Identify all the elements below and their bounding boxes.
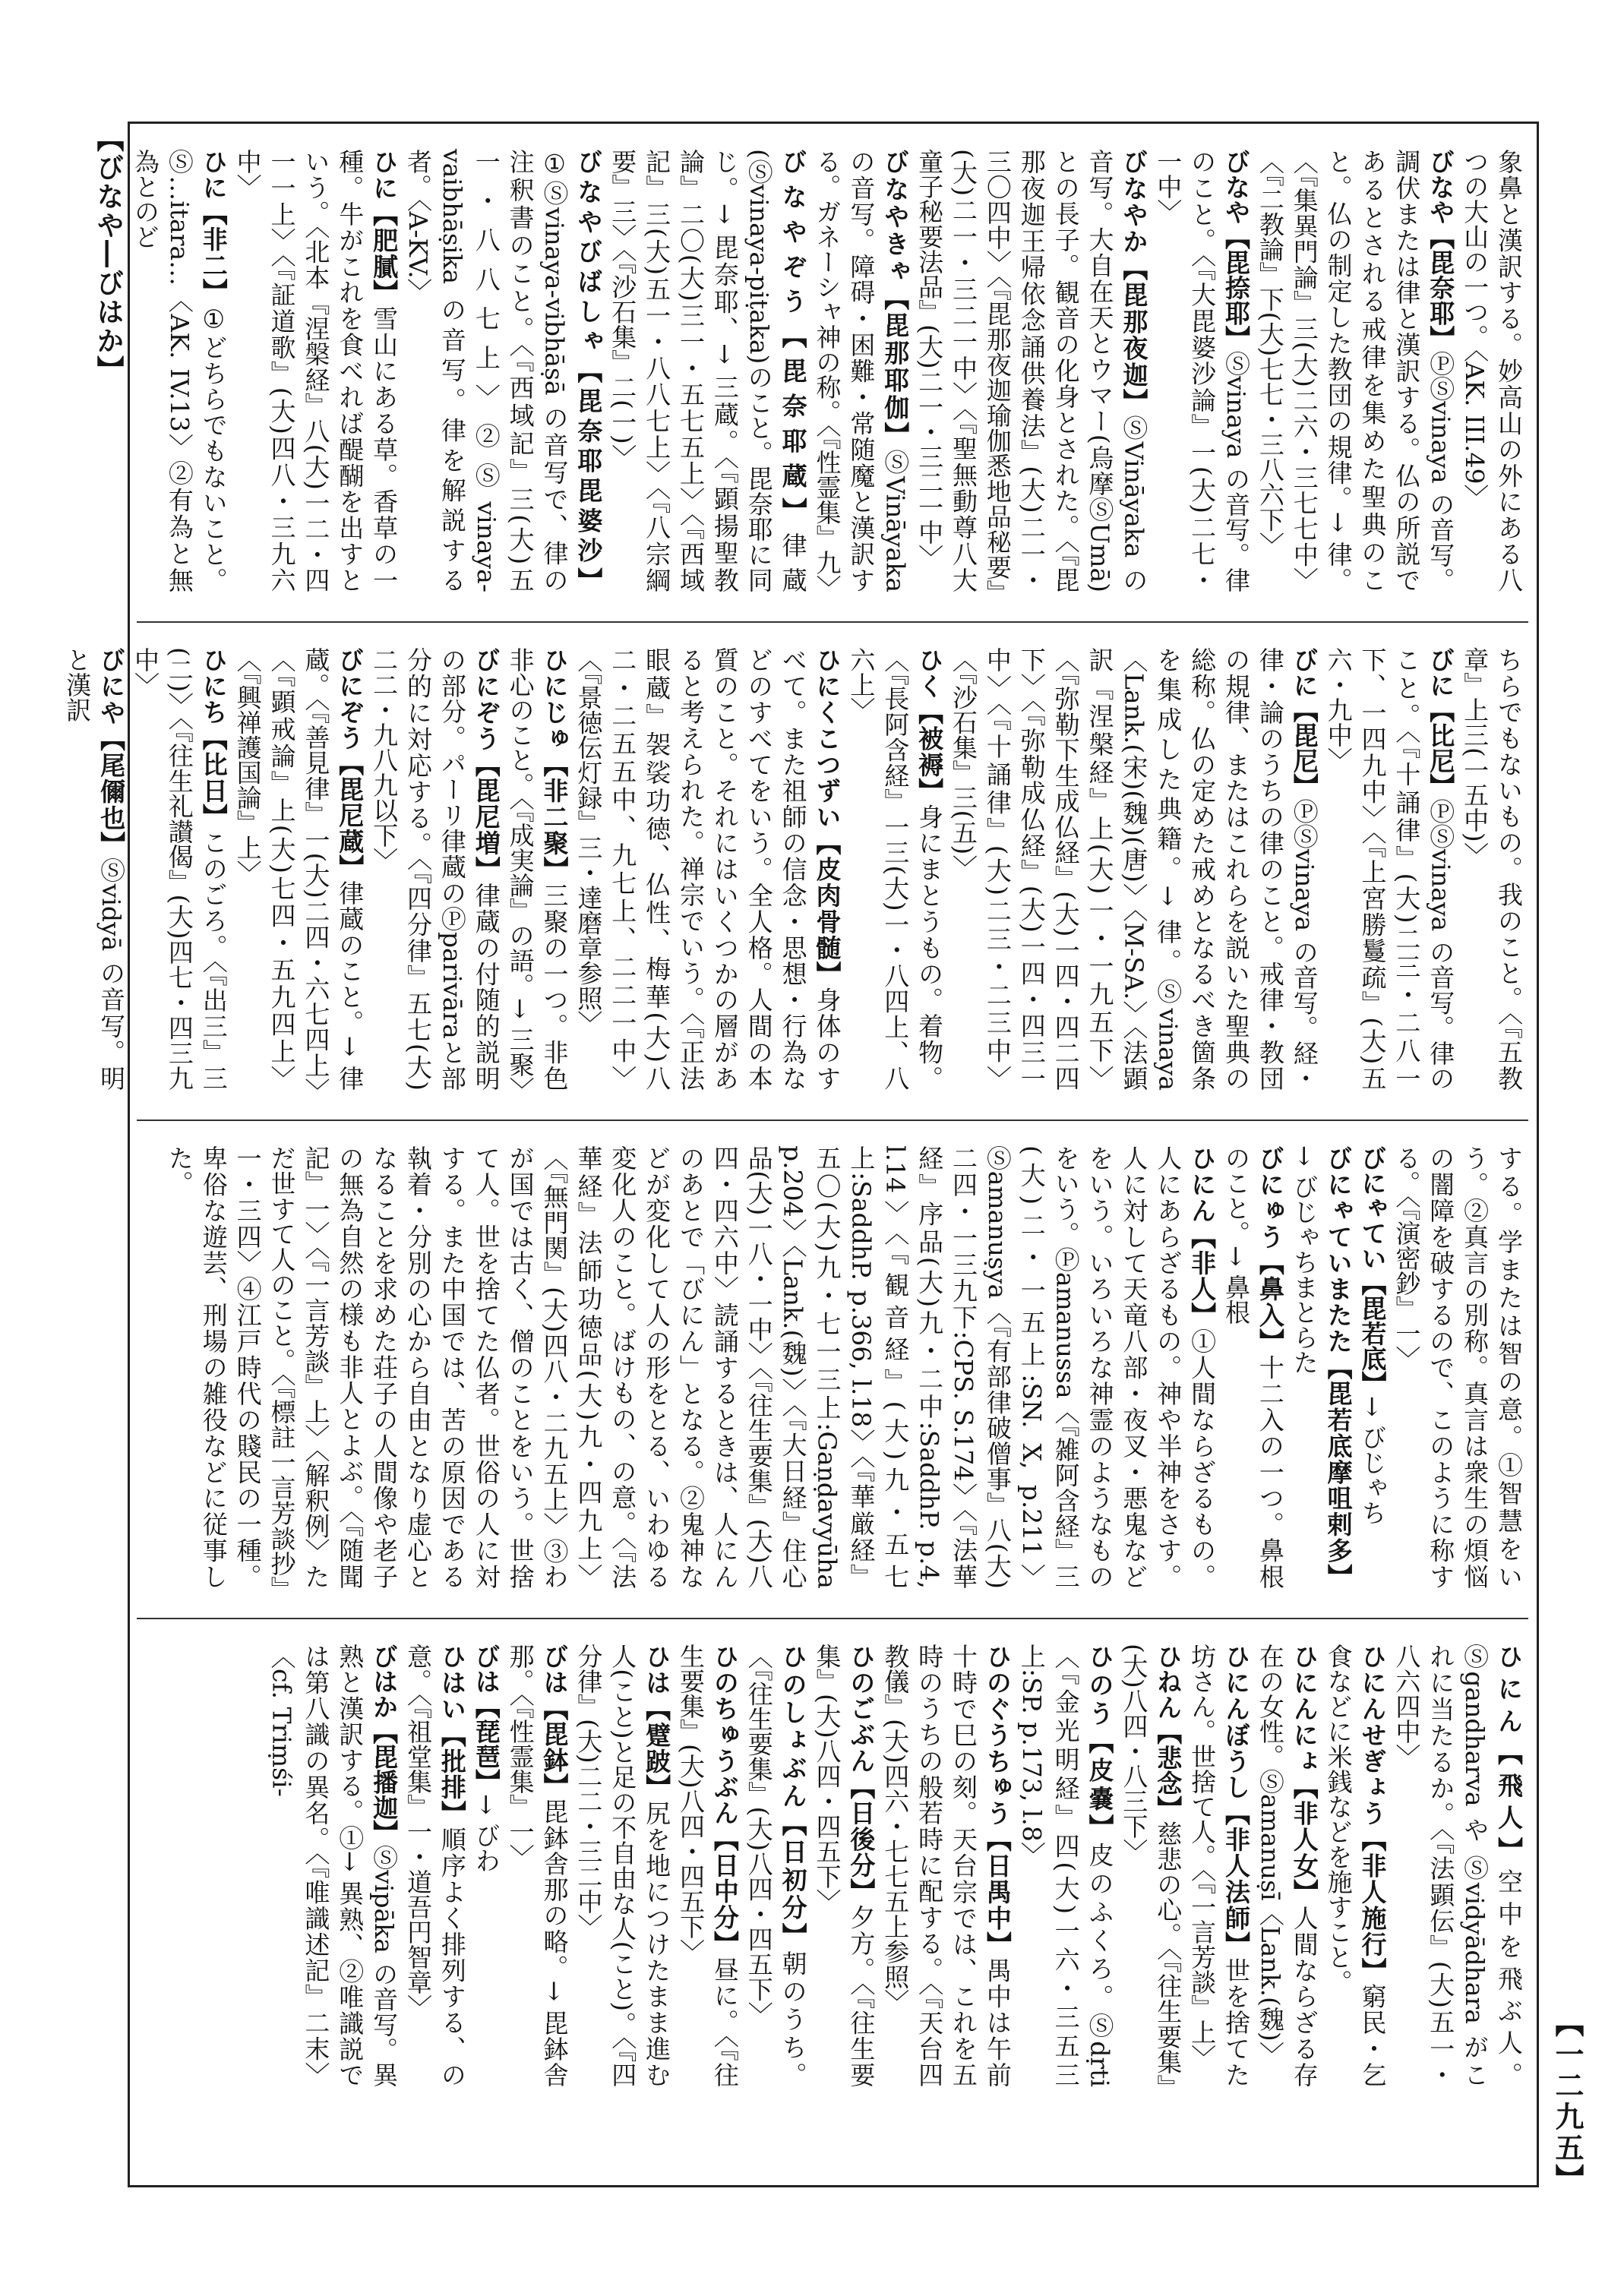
dictionary-tier-1 [131, 143, 1528, 600]
entry-definition: 朝のうち。〈『往生要集』(大)八四・四五下〉 [744, 1644, 808, 2088]
entry-definition: ①Ⓢvinaya-vibhāṣā の音写で、律の注釈書のこと。〈『西域記』三(大)五一・八八七上〉②Ⓢvinaya-vaibhāṣika の音写。律を解説する者。〈A-KV.〉 [403, 149, 570, 592]
entry-headword: ひに【肥膩】 [369, 149, 400, 306]
dictionary-entry [1014, 1644, 1117, 2087]
entry-definition: 尻を地につけたまま進む人(こと)と足の不自由な人(こと)。〈『四分律』(大)二二・三二中〉 [573, 1644, 672, 2087]
dictionary-entry [264, 1644, 401, 2087]
dictionary-entry [741, 1644, 810, 2087]
entry-headword: ひにんせぎょう【非人施行】 [1357, 1644, 1388, 1984]
entry-headword: ひのちゅうぶん【日中分】 [709, 1644, 740, 1957]
entry-headword: びにゅう【鼻入】 [1255, 1145, 1285, 1355]
dictionary-entry [1321, 647, 1458, 1091]
entry-headword: ひにんぼうし【非人法師】 [1221, 1644, 1251, 1958]
entry-headword: びなやぞう【毘奈耶蔵】 [778, 149, 808, 533]
entry-definition: 順序よく排列する、の意。〈『祖堂集』一・道吾円智章〉 [403, 1644, 467, 2087]
tier-divider [137, 1120, 1528, 1121]
entry-definition: ①どちらでもないこと。Ⓢ…itara…〈AK. IV.13〉②有為と無為とのど [131, 149, 229, 592]
entry-headword: ひにち【比日】 [198, 647, 229, 830]
entry-headword: ひねん【悲念】 [1153, 1644, 1183, 1821]
dictionary-entry [400, 1644, 469, 2087]
entry-definition: → びわ [471, 1794, 501, 1874]
entry-definition: 三聚の一つ。非色非心のこと。〈『成実論』の語。→ 三聚〉 [505, 647, 570, 1103]
tier-text [140, 1644, 1525, 2087]
dictionary-entry [1389, 1145, 1526, 1589]
dictionary-entry [1184, 1644, 1253, 2087]
entry-definition: ⓅⓈvinaya の音写。経・律・論のうちの律のこと。戒律・教団の規律、またはこれらを説いた聖典の総称。仏の定めた戒めとなるべき箇条を集成した典籍。→ 律。Ⓢvinaya〈Lank.(宋)(魏)(唐)〉〈M-SA.〉〈法顕訳『涅槃経』上(大)一・一九五下〉〈『弥勒下生成仏経』(大)一四・四二四下〉〈『弥勒成仏経』(大)一四・四三一中〉〈『十誦律』(大)二三・二三中〉〈『沙石集』三(五)〉 [949, 647, 1319, 1091]
tier-text [131, 149, 1525, 600]
entry-definition: 身体のすべて。また祖師の信念・思想・行為などのすべてをいう。全人格。人間の本質のこと。それにはいくつかの層があると考えられた。禅宗でいう。〈『正法眼蔵』袈裟功徳、仏性、梅華(大)八二・二五五中、九七上、二二一中〉〈『景徳伝灯録』三・達磨章参照〉 [573, 647, 842, 1091]
entry-definition: 律蔵の付随的説明の部分。パーリ律蔵のⓅparivāraと部分的に対応する。〈『四分律』五七(大)二二・九八九以下〉 [369, 647, 501, 1091]
dictionary-entry [844, 647, 946, 1091]
entry-definition: → びじゃちまとらた [1289, 1145, 1319, 1375]
entry-definition: 夕方。〈『往生要集』(大)八四・四五下〉 [812, 1644, 877, 2088]
dictionary-entry [230, 647, 367, 1091]
dictionary-entry [1218, 1145, 1287, 1589]
entry-headword: ひにくこつずい【皮肉骨髄】 [812, 647, 842, 987]
dictionary-entry [877, 1644, 1014, 2087]
entry-headword: びに【比尼】 [1426, 647, 1456, 799]
entry-definition: 律蔵のこと。→ 律蔵。〈『善見律』一(大)二四・六七四上〉〈『顕戒論』上(大)七四・五九四上〉〈『興禅護国論』上〉 [232, 647, 365, 1091]
running-head: 【びなや―びはか】 [93, 125, 125, 384]
entry-definition: 律蔵(Ⓢvinaya-piṭaka)のこと。毘奈耶に同じ。→ 毘奈耶、→ 三蔵。〈『顕揚聖教論』二〇(大)三一・五七五上〉〈『西域記』三(大)五一・八八七上〉〈『八宗綱要』三〉〈『沙石集』二(一)〉 [608, 149, 808, 593]
entry-definition: する。学または智の意。①智慧をいう。②真言の別称。真言は衆生の煩悩の闇障を破するので、このように称する。〈『演密鈔』一〉 [1392, 1145, 1524, 1589]
entry-definition: → びじゃち [1357, 1396, 1388, 1526]
dictionary-entry [810, 149, 912, 600]
entry-definition: 身にまとうもの。着物。〈『長阿含経』一三(大)一・八四上、八六上〉 [846, 647, 945, 1091]
tier-text [140, 1145, 1525, 1589]
entry-definition: 人間ならざる存在の女性。Ⓢamanuṣī〈Lank.(魏)〉 [1255, 1644, 1319, 2087]
entry-definition: ⓅⓈvinaya の音写。律のこと。〈『十誦律』(大)二三・二八一下、一四九中〉〈『上宮勝鬘疏』(大)五六・九中〉 [1323, 647, 1456, 1091]
dictionary-entry [503, 647, 571, 1103]
dictionary-entry [571, 647, 844, 1091]
entry-headword: ひにん【非人】 [1187, 1145, 1218, 1329]
entry-definition: 世を捨てた坊さん。世捨て人。〈『一言芳談』上〉 [1187, 1644, 1251, 2087]
dictionary-entry [1389, 1644, 1526, 2087]
entry-headword: ひのぐうちゅう【日禺中】 [982, 1644, 1013, 1958]
entry-definition: 十二入の一つ。鼻根のこと。→ 鼻根 [1221, 1145, 1285, 1589]
entry-headword: びなやびばしゃ【毘奈耶毘婆沙】 [573, 149, 604, 592]
dictionary-entry [128, 149, 230, 592]
entry-headword: ひはい【批排】 [437, 1644, 467, 1827]
tier-divider [137, 621, 1528, 623]
entry-headword: びなやきゃ【毘那耶伽】 [880, 149, 911, 450]
entry-headword: びは【琵琶】 [471, 1644, 501, 1794]
tier-text [62, 647, 1525, 1103]
entry-headword: びにぞう【毘尼蔵】 [335, 647, 365, 881]
dictionary-entry [1321, 1644, 1389, 2087]
entry-headword: びなや【毘捺耶】 [1221, 149, 1251, 351]
entry-headword: ひく【被褥】 [915, 647, 945, 804]
entry-definition: 雪山にある草。香草の一種。牛がこれを食べれば醍醐を出すという。〈北本『涅槃経』八(大)一二・四一一上〉〈『証道歌』(大)四八・三九六中〉 [232, 149, 400, 592]
entry-definition: ①人間ならざるもの。人にあらざるもの。神や半神をさす。人に対して天竜八部・夜叉・悪鬼などをいう。いろいろな神霊のようなものをいう。Ⓟamanussa〈『雑阿含経』三(大)二・一五上:SN. X, p.211〉Ⓢamanuṣya〈『有部律破僧事』八(大)二四・一三九下:CPS. S.174〉〈『法華経』序品(大)九・二中:SaddhP. p.4, l.14〉〈『観音経』(大)九・五七上:SaddhP. p.366, l.18〉〈『華厳経』五〇(大)九・七一三上:Gaṇḍavyūha p.204〉〈Lank.(魏)〉〈『大日経』住心品(大)一八・一中〉〈『往生要集』(大)八四・四六中〉読誦するときは、人にんのあとで「びにん」となる。②鬼神などが変化して人の形をとる、いわゆる変化人のこと。ばけもの、の意。〈『法華経』法師功徳品(大)九・四九上〉〈『無門関』(大)四八・二九五上〉③わが国では古く、僧のことをいう。世捨て人。世を捨てた仏者。世俗の人に対する。また中国では、苦の原因である執着・分別の心から自由となり虚心となることを求めた荘子の人間像や老子の無為自然の様も非人とよぶ。〈『随聞記』一〉〈『一言芳談』上〉〈解釈例〉ただ世すて人のこと。〈『標註一言芳談抄』一・三四〉④江戸時代の賤民の一種。卑俗な遊芸、刑場の雑役などに従事した。 [164, 1145, 1218, 1589]
dictionary-tier-3 [137, 1139, 1528, 1595]
entry-headword: ひのごぶん【日後分】 [846, 1644, 877, 1905]
entry-definition: 皮のふくろ。Ⓢdṛti〈『金光明経』四(大)一六・三五三上:SP. p.173, l.8〉 [1016, 1644, 1115, 2087]
dictionary-entry [912, 149, 1150, 592]
entry-definition: 象鼻と漢訳する。妙高山の外にある八つの大山の一つ。〈AK. III.49〉 [1460, 149, 1524, 592]
entry-headword: ひに【非二】 [198, 149, 229, 305]
entry-headword: ひにんにょ【非人女】 [1289, 1644, 1319, 1906]
dictionary-entry [1355, 1145, 1389, 1589]
dictionary-entry [1253, 1644, 1321, 2087]
entry-definition: Ⓢvipāka の音写。異熟と漢訳する。①→ 異熟、②唯識説では第八識の異名。〈『唯識述記』二末〉〈cf. Triṃśi- [267, 1644, 400, 2087]
dictionary-entry [810, 1644, 878, 2087]
entry-definition: ちらでもないもの。我のこと。〈『五教章』上三(一五中)〉 [1460, 647, 1524, 1091]
entry-definition: ⓈVināyaka の音写。障碍・困難・常随魔と漢訳する。ガネーシャ神の称。〈『性霊集』九〉 [812, 149, 911, 600]
dictionary-entry [1150, 149, 1253, 592]
entry-headword: びにゃてい【毘若底】 [1357, 1145, 1388, 1396]
entry-definition: 禺中は午前十時で巳の刻。天台宗では、これを五時のうちの般若時に配する。〈『天台四教儀』(大)四六・七七五上参照〉 [880, 1644, 1013, 2087]
dictionary-entry [605, 149, 809, 592]
dictionary-entry [162, 1145, 1218, 1589]
entry-headword: びに【毘尼】 [1289, 647, 1319, 799]
entry-definition: このごろ。〈『出三』三(二)〉〈『往生礼讃偈』(大)四七・四三九中〉 [131, 647, 229, 1091]
dictionary-entry [230, 149, 400, 592]
entry-definition: Ⓢvinaya の音写。律のこと。〈『大毘婆沙論』一(大)二七・一中〉 [1153, 149, 1251, 592]
dictionary-entry [1457, 647, 1525, 1091]
dictionary-entry [400, 149, 605, 592]
entry-definition: 毘鉢舎那の略。→ 毘鉢舎那。〈『性霊集』一〉 [505, 1644, 570, 2088]
entry-headword: ひは【躄跛】 [642, 1644, 672, 1801]
dictionary-entry [1117, 1644, 1185, 2087]
entry-definition: 昼に。〈『往生要集』(大)八四・四五下〉 [676, 1644, 740, 2088]
dictionary-entry [571, 1644, 674, 2087]
entry-headword: ひにん【飛人】 [1494, 1644, 1524, 1869]
entry-definition: 慈悲の心。〈『往生要集』(大)八四・八三下〉 [1119, 1644, 1183, 2088]
entry-definition: 空中を飛ぶ人。Ⓢgandharva や Ⓢvidyādhara がこれに当たるか。〈『法顕伝』(大)五一・八六四中〉 [1392, 1644, 1524, 2088]
entry-headword: びにぞう【毘尼増】 [471, 647, 501, 883]
entry-headword: ひのしょぶん【日初分】 [778, 1644, 808, 1951]
dictionary-entry [1253, 149, 1457, 592]
entry-headword: びはか【毘播迦】 [369, 1644, 400, 1846]
tier-divider [137, 1618, 1528, 1619]
dictionary-entry [503, 1644, 571, 2087]
dictionary-entry [1457, 149, 1525, 592]
entry-definition: ⓅⓈvinaya の音写。調伏または律と漢訳する。仏の所説であるとされる戒律を集めた聖典のこと。仏の制定した教団の規律。→ 律。〈『集異門論』三(大)二六・三七七中〉〈『二教論』下(大)七七・三八六下〉 [1255, 149, 1456, 592]
dictionary-tier-4 [137, 1637, 1528, 2093]
dictionary-entry [366, 647, 503, 1091]
dictionary-entry [946, 647, 1321, 1091]
page-number: 【一二九五】 [1550, 2008, 1585, 2195]
entry-headword: びは【毘鉢】 [539, 1644, 570, 1799]
dictionary-entry [1287, 1145, 1355, 1589]
entry-headword: ひのう【皮嚢】 [1085, 1644, 1115, 1843]
entry-headword: ひにじゅ【非二聚】 [539, 647, 570, 883]
dictionary-tier-2 [62, 641, 1528, 1103]
dictionary-entry [469, 1644, 503, 2087]
entry-definition: Ⓢvidyā の音写。明と漢訳 [62, 647, 127, 1091]
entry-definition: 窮民・乞食などに米銭などを施すこと。 [1323, 1644, 1388, 2087]
dictionary-entry [673, 1644, 741, 2087]
dictionary-entry [128, 647, 230, 1091]
entry-headword: びなや【毘奈耶】 [1426, 149, 1456, 351]
entry-headword: びなやか【毘那夜迦】 [1119, 149, 1149, 415]
entry-headword: びにゃていまたた【毘若底摩咀剌多】 [1323, 1145, 1354, 1589]
entry-definition: ⓈVināyaka の音写。大自在天とウマー(烏摩ⓈUmā)との長子。観音の化身とされた。〈『毘那夜迦王帰依念誦供養法』(大)二一・三〇四中〉〈『毘那夜迦瑜伽悉地品秘要』(大)二一・三二一中〉〈『聖無動尊八大童子秘要法品』(大)二一・三二一中〉 [915, 149, 1149, 592]
dictionary-entry [59, 647, 128, 1091]
entry-headword: びにや【尾儞也】 [96, 647, 127, 858]
